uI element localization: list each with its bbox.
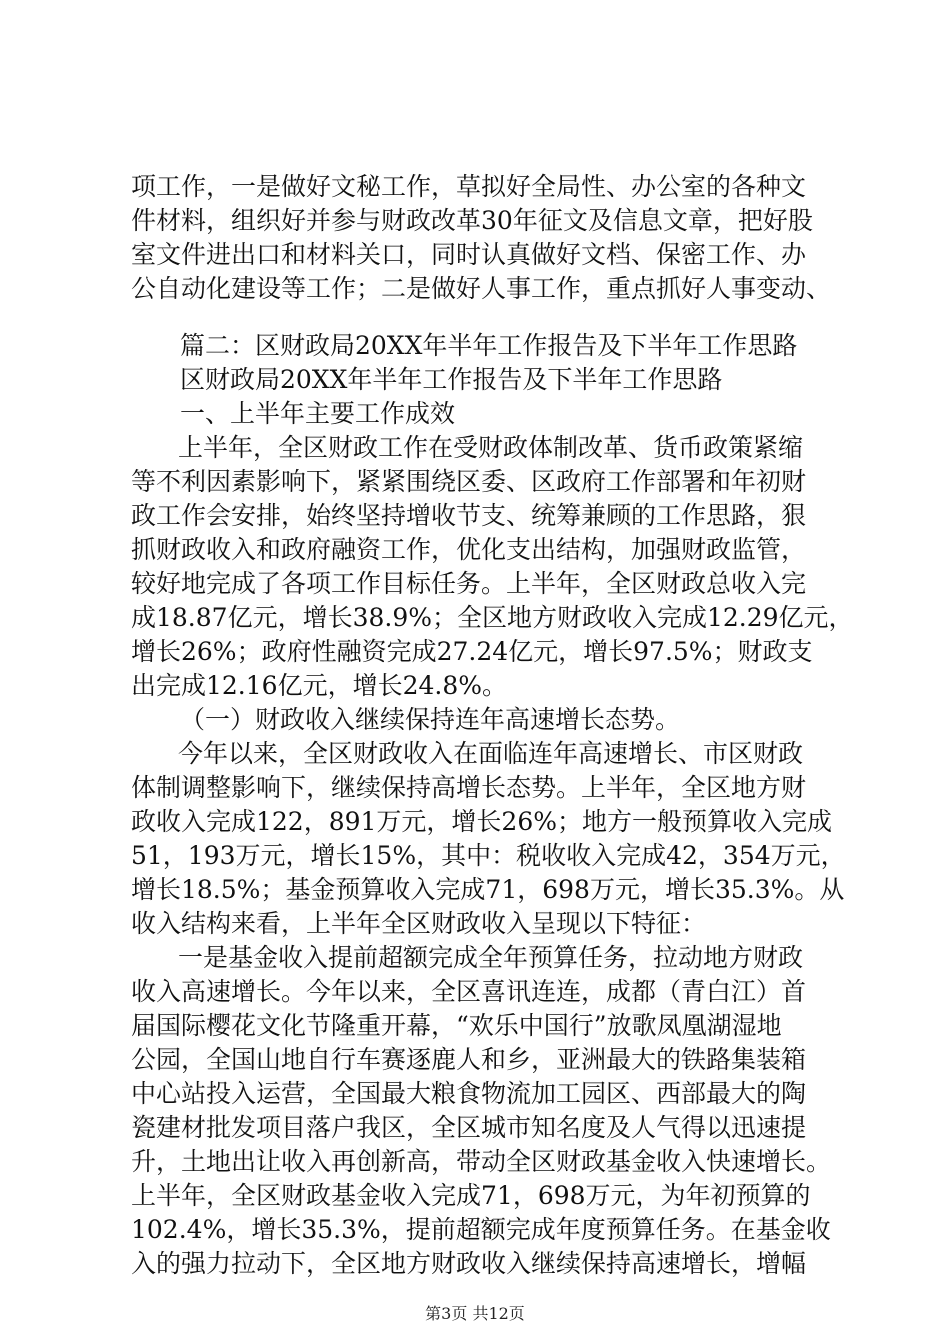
paragraph-line: 等不利因素影响下，紧紧围绕区委、区政府工作部署和年初财 [131,467,807,496]
paragraph-line: 增长26%；政府性融资完成27.24亿元，增长97.5%；财政支 [131,637,813,666]
paragraph-line: 成18.87亿元，增长38.9%；全区地方财政收入完成12.29亿元， [131,603,854,632]
subheading: （一）财政收入继续保持连年高速增长态势。 [180,705,681,734]
text-line: 项工作，一是做好文秘工作，草拟好全局性、办公室的各种文 [131,172,807,201]
paragraph-line: 公园，全国山地自行车赛逐鹿人和乡，亚洲最大的铁路集装箱 [131,1045,807,1074]
paragraph-line: 今年以来，全区财政收入在面临连年高速增长、市区财政 [178,739,804,768]
paragraph-line: 较好地完成了各项工作目标任务。上半年，全区财政总收入完 [131,569,807,598]
paragraph-line: 出完成12.16亿元，增长24.8%。 [131,671,507,700]
paragraph-line: 102.4%，增长35.3%，提前超额完成年度预算任务。在基金收 [131,1215,831,1244]
section-heading: 篇二：区财政局20XX年半年工作报告及下半年工作思路 [180,331,798,360]
paragraph-line: 政收入完成122，891万元，增长26%；地方一般预算收入完成 [131,807,833,836]
paragraph-line: 抓财政收入和政府融资工作，优化支出结构，加强财政监管， [131,535,807,564]
page-footer: 第3页 共12页 [425,1304,525,1323]
paragraph-line: 体制调整影响下，继续保持高增长态势。上半年，全区地方财 [131,773,807,802]
document-title: 区财政局20XX年半年工作报告及下半年工作思路 [180,365,723,394]
text-line: 公自动化建设等工作；二是做好人事工作，重点抓好人事变动、 [131,274,832,303]
paragraph-line: 收入高速增长。今年以来，全区喜讯连连，成都（青白江）首 [131,977,807,1006]
paragraph-line: 升，土地出让收入再创新高，带动全区财政基金收入快速增长。 [131,1147,832,1176]
paragraph-line: 政工作会安排，始终坚持增收节支、统筹兼顾的工作思路，狠 [131,501,807,530]
subheading: 一、上半年主要工作成效 [180,399,456,428]
paragraph-line: 51，193万元，增长15%，其中：税收收入完成42，354万元， [131,841,846,870]
paragraph-line: 届国际樱花文化节隆重开幕，“欢乐中国行”放歌凤凰湖湿地 [131,1011,782,1040]
text-line: 件材料，组织好并参与财政改革30年征文及信息文章，把好股 [131,206,813,235]
paragraph-line: 中心站投入运营，全国最大粮食物流加工园区、西部最大的陶 [131,1079,807,1108]
text-line: 室文件进出口和材料关口，同时认真做好文档、保密工作、办 [131,240,807,269]
paragraph-line: 上半年，全区财政工作在受财政体制改革、货币政策紧缩 [178,433,804,462]
paragraph-line: 一是基金收入提前超额完成全年预算任务，拉动地方财政 [178,943,804,972]
paragraph-line: 收入结构来看，上半年全区财政收入呈现以下特征： [131,909,707,938]
paragraph-line: 增长18.5%；基金预算收入完成71，698万元，增长35.3%。从 [131,875,845,904]
paragraph-line: 上半年，全区财政基金收入完成71，698万元，为年初预算的 [131,1181,811,1210]
paragraph-line: 入的强力拉动下，全区地方财政收入继续保持高速增长，增幅 [131,1249,807,1278]
paragraph-line: 瓷建材批发项目落户我区，全区城市知名度及人气得以迅速提 [131,1113,807,1142]
